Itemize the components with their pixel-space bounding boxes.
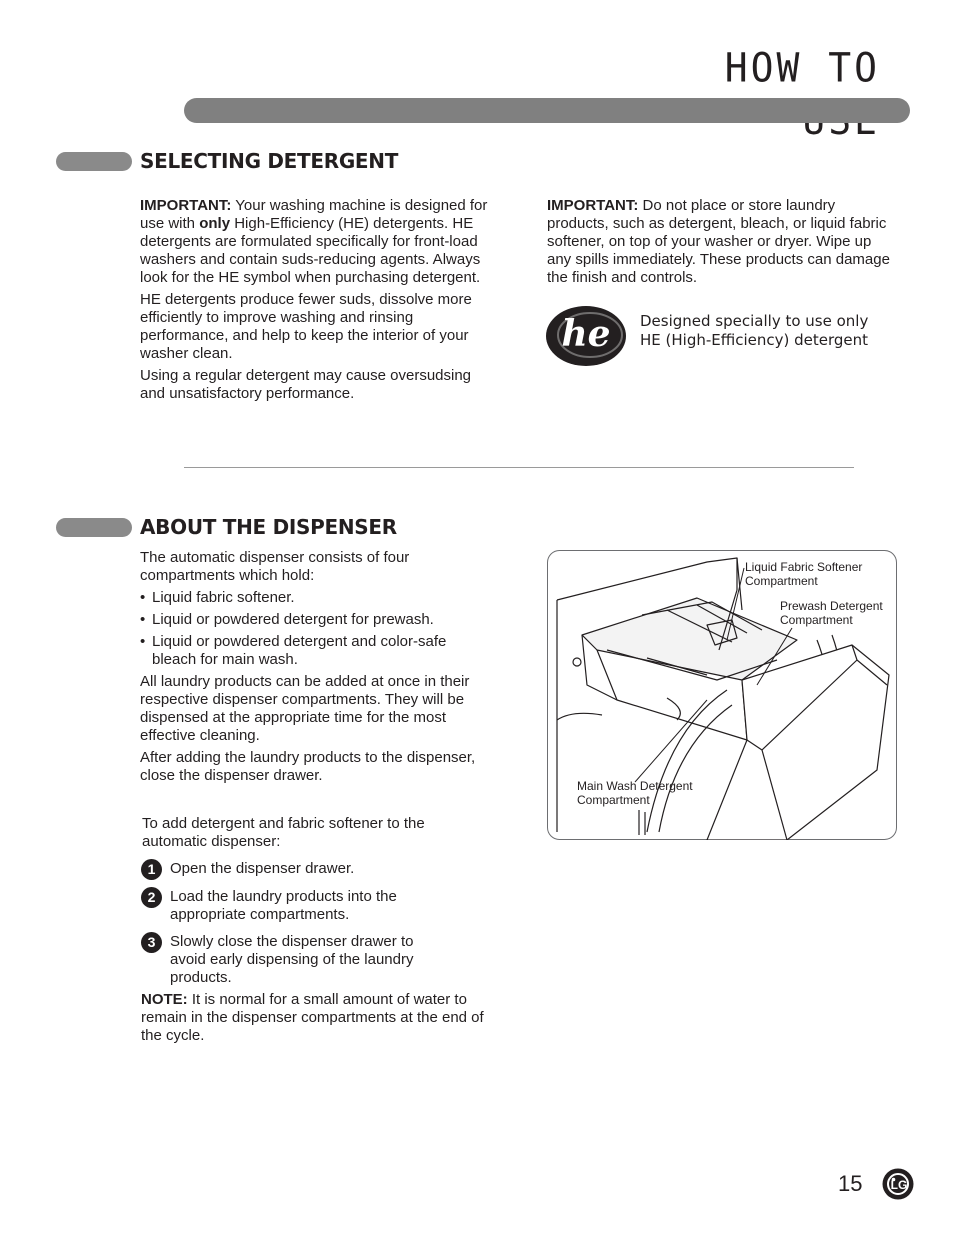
list-item: • Liquid or powdered detergent and color-safe bleach for main wash. [140,633,447,668]
important-paragraph: IMPORTANT: Your washing machine is designed for use with only High-Efficiency (HE) detergents. HE detergents are formulated specifically for front-load washers and contain suds-reducing agents. Always look for the HE symbol when purchasing detergent. [140,197,488,286]
callout-fabric-softener: Liquid Fabric Softener Compartment [745,560,863,588]
callout-prewash: Prewash Detergent Compartment [780,599,883,627]
section-marker [56,518,132,537]
lg-logo-icon [882,1168,914,1200]
svg-text:LG: LG [890,1178,908,1192]
dispenser-left-column [140,549,480,785]
he-logo-icon [546,304,628,368]
note-paragraph: NOTE: It is normal for a small amount of water to remain in the dispenser compartments at the end of the cycle. [141,991,484,1044]
after-adding-paragraph: After adding the laundry products to the dispenser, close the dispenser drawer. [140,749,476,784]
svg-text:he: he [561,313,611,355]
section-heading-selecting-detergent: SELECTING DETERGENT [140,149,399,173]
page-number: 15 [838,1171,863,1196]
section-marker [56,152,132,171]
all-products-paragraph: All laundry products can be added at once in their respective dispenser compartments. They will be dispensed at the appropriate time for the most effective cleaning. [140,673,470,744]
step-item: 1 Open the dispenser drawer. [141,860,471,880]
dispenser-intro: The automatic dispenser consists of four compartments which hold: [140,549,410,584]
regular-detergent-paragraph: Using a regular detergent may cause oversudsing and unsatisfactory performance. [140,367,472,402]
step-number-badge: 2 [141,887,162,908]
section-divider [184,467,854,468]
title-bar [184,98,910,123]
important-storage-paragraph: IMPORTANT: Do not place or store laundry products, such as detergent, bleach, or liquid fabric softener, on top of your washer or dryer. Wipe up any spills immediately. These products can damage the finish and controls. [547,197,890,286]
steps-intro: To add detergent and fabric softener to the automatic dispenser: [142,815,425,850]
he-caption: Designed specially to use only HE (High-Efficiency) detergent [640,312,869,349]
list-item: • Liquid fabric softener. [140,589,295,606]
page-title: HOW TO [724,44,880,91]
he-paragraph: HE detergents produce fewer suds, dissolve more efficiently to improve washing and rinsing performance, and help to keep the interior of your washer clean. [140,291,472,362]
step-item: 3 Slowly close the dispenser drawer to avoid early dispensing of the laundry products. [141,933,441,987]
callout-main-wash: Main Wash Detergent Compartment [577,779,693,807]
section-heading-about-dispenser: ABOUT THE DISPENSER [140,515,397,539]
selecting-right-column [547,197,892,287]
step-number-badge: 3 [141,932,162,953]
selecting-left-column [140,197,495,403]
step-number-badge: 1 [141,859,162,880]
list-item: • Liquid or powdered detergent for prewash. [140,611,434,628]
step-item: 2 Load the laundry products into the appropriate compartments. [141,888,441,924]
